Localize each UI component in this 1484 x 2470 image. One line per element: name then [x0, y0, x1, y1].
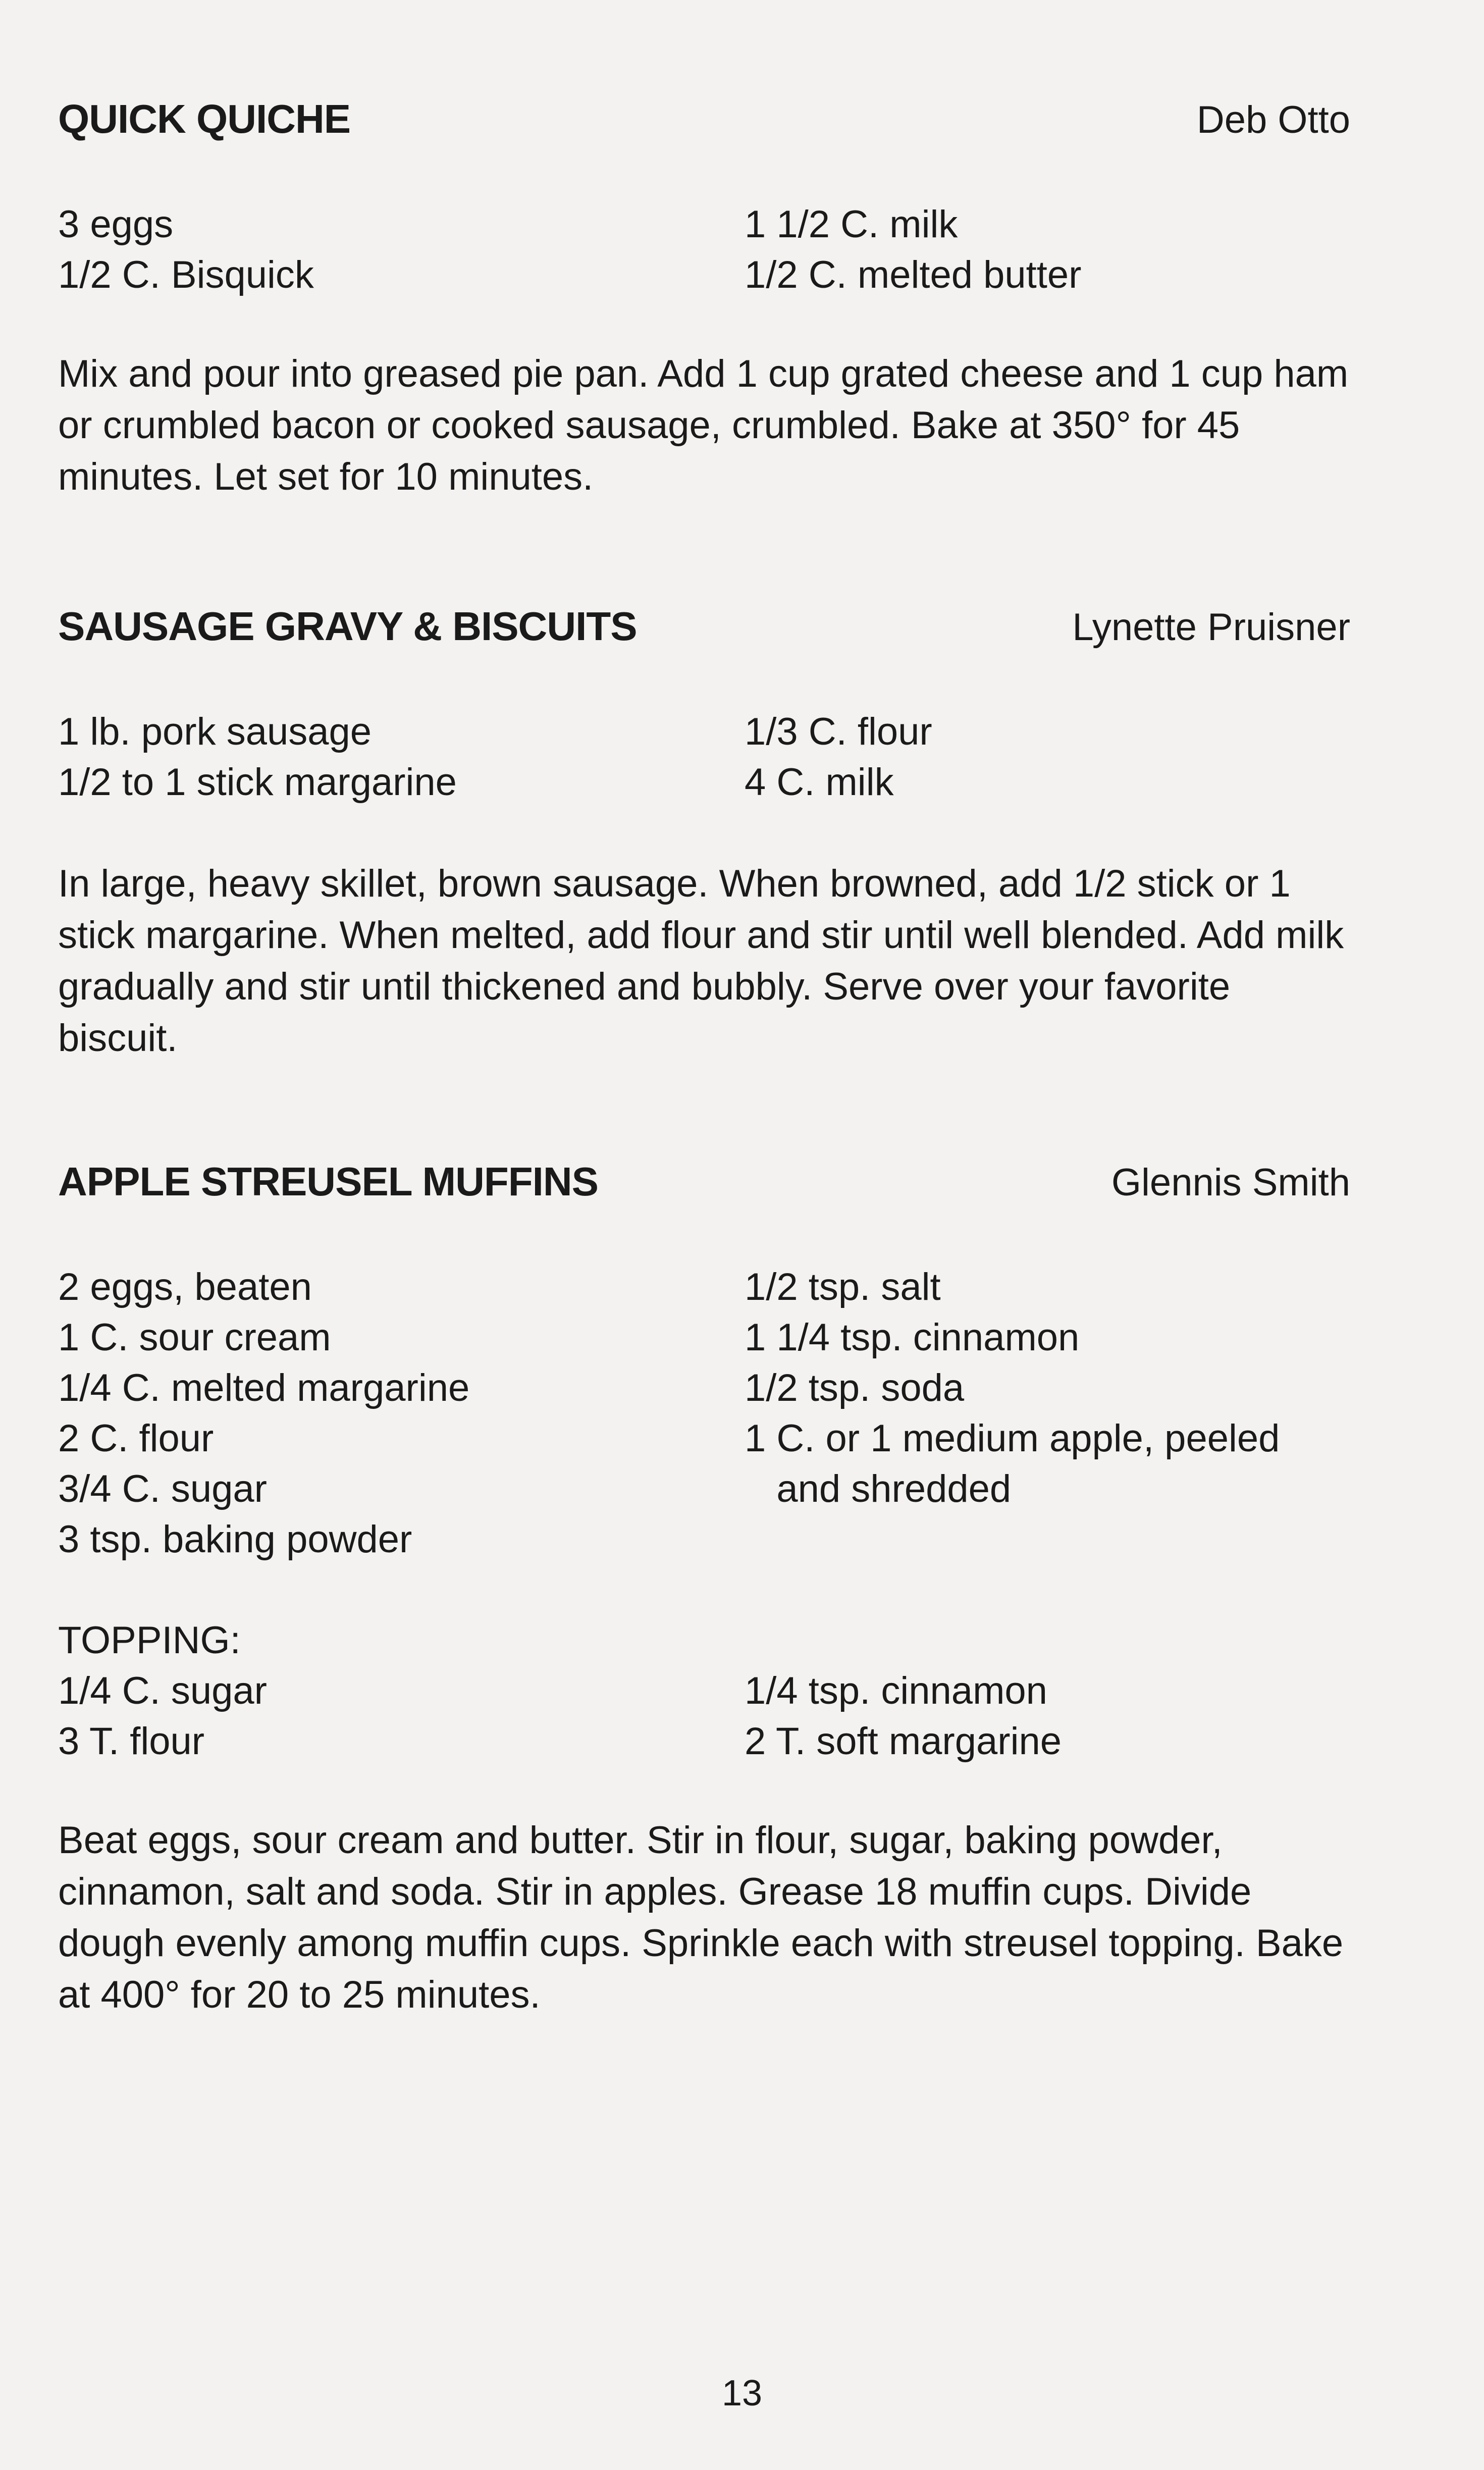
- recipe-title: QUICK QUICHE: [58, 96, 351, 141]
- ingredient: 1 C. sour cream: [58, 1316, 331, 1359]
- recipe-sausage-gravy: [58, 603, 1350, 1064]
- recipe-header: [58, 603, 1350, 659]
- ingredient: 1 lb. pork sausage: [58, 710, 372, 753]
- ingredients-left: [58, 1262, 745, 1565]
- ingredient: 3 eggs: [58, 203, 174, 246]
- recipe-instructions: Mix and pour into greased pie pan. Add 1 cup grated cheese and 1 cup ham or crumbled bacon or cooked sausage, crumbled. Bake at 350° for 45 minutes. Let set for 10 minutes.: [58, 352, 1349, 498]
- ingredient: 1/2 C. melted butter: [745, 253, 1082, 296]
- topping-left: [58, 1666, 745, 1767]
- ingredient: 1 1/4 tsp. cinnamon: [745, 1316, 1080, 1359]
- ingredients-left: [58, 199, 745, 300]
- ingredient: 1 C. or 1 medium apple, peeled: [745, 1417, 1280, 1460]
- ingredient: 1/2 tsp. salt: [745, 1266, 941, 1308]
- recipe-title: SAUSAGE GRAVY & BISCUITS: [58, 604, 637, 649]
- topping-ingredient: 1/4 tsp. cinnamon: [745, 1669, 1047, 1712]
- page-number: 13: [721, 2373, 763, 2413]
- ingredient: 1 1/2 C. milk: [745, 203, 958, 246]
- recipe-instructions: In large, heavy skillet, brown sausage. When browned, add 1/2 stick or 1 stick margarine. When melted, add flour and stir until well blended. Add milk gradually and stir until thickened and bubbly. Serve over your favorite biscuit.: [58, 862, 1344, 1060]
- ingredients-list: [58, 199, 1350, 300]
- ingredient: 3 tsp. baking powder: [58, 1518, 412, 1561]
- recipe-author: Deb Otto: [1196, 98, 1350, 141]
- ingredients-right: [745, 199, 1350, 300]
- recipe-apple-streusel-muffins: [58, 1159, 1350, 2021]
- ingredient: 1/2 tsp. soda: [745, 1367, 965, 1409]
- recipe-author: Glennis Smith: [1111, 1161, 1350, 1204]
- topping-ingredient: 3 T. flour: [58, 1720, 205, 1763]
- topping-label: TOPPING:: [58, 1619, 241, 1662]
- ingredient: 2 eggs, beaten: [58, 1266, 312, 1308]
- recipe-quick-quiche: [58, 96, 1350, 503]
- recipe-header: [58, 1159, 1350, 1214]
- ingredient: and shredded: [745, 1467, 1012, 1510]
- topping-ingredient: 1/4 C. sugar: [58, 1669, 267, 1712]
- ingredients-right: [745, 1262, 1350, 1565]
- ingredients-list: [58, 1262, 1350, 1565]
- ingredient: 1/4 C. melted margarine: [58, 1367, 470, 1409]
- ingredient: 2 C. flour: [58, 1417, 214, 1460]
- ingredient: 1/3 C. flour: [745, 710, 932, 753]
- ingredient: 1/2 to 1 stick margarine: [58, 761, 457, 804]
- ingredients-left: [58, 707, 745, 808]
- topping-list: [58, 1666, 1350, 1767]
- topping-ingredient: 2 T. soft margarine: [745, 1720, 1062, 1763]
- recipe-title: APPLE STREUSEL MUFFINS: [58, 1159, 598, 1204]
- ingredient: 3/4 C. sugar: [58, 1467, 267, 1510]
- recipe-instructions: Beat eggs, sour cream and butter. Stir in flour, sugar, baking powder, cinnamon, salt and soda. Stir in apples. Grease 18 muffin cups. Divide dough evenly among muffin cups. Sprinkle each with streusel topping. Bake at 400° for 20 to 25 minutes.: [58, 1819, 1344, 2016]
- recipe-author: Lynette Pruisner: [1072, 606, 1350, 649]
- ingredient: 1/2 C. Bisquick: [58, 253, 314, 296]
- topping-right: [745, 1666, 1350, 1767]
- ingredient: 4 C. milk: [745, 761, 894, 804]
- ingredients-list: [58, 707, 1350, 808]
- ingredients-right: [745, 707, 1350, 808]
- recipe-header: [58, 96, 1350, 151]
